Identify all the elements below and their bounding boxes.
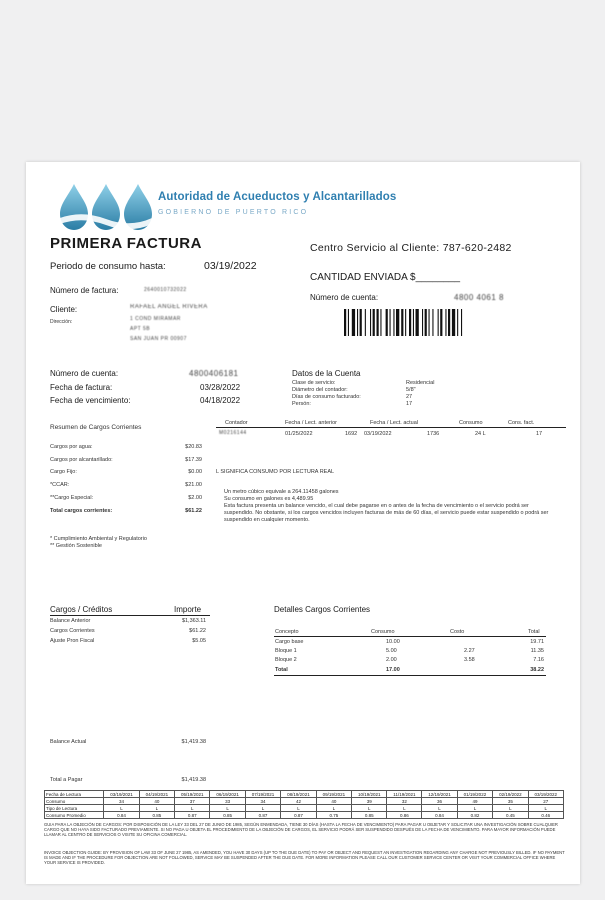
credits-title: Cargos / Créditos [50,605,113,614]
detail-row-consumption: 5.00 [386,648,397,654]
history-cell: 05/19/2021 [175,791,210,798]
detail-row-cost: 2.27 [464,648,475,654]
meter-col-billed: Cons. fact. [508,420,535,426]
detail-row-label: Bloque 2 [275,657,297,663]
history-cell: 0.82 [457,812,492,819]
detail-row-consumption: 2.00 [386,657,397,663]
address-line-2: APT 5B [130,326,151,332]
amount-sent: CANTIDAD ENVIADA $________ [310,272,461,283]
barcode-bar [344,309,346,336]
period-value: 03/19/2022 [204,260,257,272]
history-row [45,812,564,819]
history-cell: L [281,805,316,812]
detail-total-value: 38.22 [530,667,544,673]
invoice-number-value: 2640010732022 [144,287,187,293]
history-cell: 35 [493,798,528,805]
barcode-bar [409,309,411,336]
history-cell: L [104,805,139,812]
detail-col-concept: Concepto [275,629,299,635]
barcode-bar [348,309,349,336]
invoice-title: PRIMERA FACTURA [50,235,202,252]
current-balance-label: Balance Actual [50,739,87,745]
history-cell: 0.75 [316,812,351,819]
history-cell: 03/19/2021 [104,791,139,798]
history-cell: L [457,805,492,812]
history-cell: 0.86 [387,812,422,819]
summary-title: Resumen de Cargos Corrientes [50,424,142,431]
history-cell: L [422,805,457,812]
service-class-label: Clase de servicio: [292,380,336,386]
previous-balance-value: $1,363.11 [181,618,206,624]
meter-col-consumption: Consumo [459,420,483,426]
water-charge-label: Cargos por agua: [50,444,93,450]
barcode-bar [393,309,394,336]
history-cell: 12/19/2021 [422,791,457,798]
history-cell: 37 [175,798,210,805]
detail-col-consumption: Consumo [371,629,395,635]
barcode-bar [370,309,371,336]
history-row-label: Tipo de Lectura [45,805,104,812]
history-cell: L [528,805,563,812]
history-row [45,798,564,805]
barcode-bar [448,309,450,336]
meter-billed: 17 [536,431,543,437]
history-cell: 0.46 [528,812,563,819]
invoice-date-label: Fecha de factura: [50,383,113,392]
current-charges-label: Cargos Corrientes [50,628,95,634]
detail-row-label: Cargo base [275,639,304,645]
history-cell: L [175,805,210,812]
fixed-charge-value: $0.00 [188,469,202,475]
org-subtitle: GOBIERNO DE PUERTO RICO [158,209,309,216]
history-cell: L [352,805,387,812]
detail-col-cost: Costo [450,629,465,635]
history-cell: 42 [281,798,316,805]
history-cell: 11/19/2021 [387,791,422,798]
detail-total-consumption: 17.00 [386,667,400,673]
total-due-label: Total a Pagar [50,777,83,783]
billed-days-value: 27 [406,394,413,400]
history-cell: 0.85 [210,812,245,819]
fiscal-adjust-value: $5.05 [192,638,206,644]
history-cell: 01/19/2022 [457,791,492,798]
history-cell: 0.45 [493,812,528,819]
legal-text-en: INVOICE OBJECTION GUIDE: BY PROVISION OF LAW 33 OF JUNE 27 1985, AS AMENDED, YOU HAVE 30 DAYS (UP TO THE DUE DATE) TO PAY OR OBJECT AND REQUEST AN INVESTIGATION REGARDING ANY CHARGE NOT PREVIOUSLY BILLED. IF NO PAYMENT IS MADE AND IF THE PROCEDURE FOR OBJECTION ARE NOT FOLLOWED, SERVICE MAY BE SUSPENDED AFTER THE DUE DATE. FOR MORE INFORMATION PLEASE CALL OUR CUSTOMER SERVICE CENTER OR VISIT YOUR COMMERCIAL OFFICE WHERE YOUR SERVICE IS PROVIDED. [44,850,565,866]
sewer-charge-label: Cargos por alcantarillado: [50,457,113,463]
history-cell: 40 [316,798,351,805]
detail-row-total: 7.16 [533,657,544,663]
barcode-bar [360,309,362,336]
water-drops-logo-icon [58,182,154,232]
account-number-label: Número de cuenta: [50,369,119,378]
footnote-special: ** Gestión Sostenible [50,543,102,549]
barcode-bar [401,309,403,336]
footnote-ccar: * Cumplimiento Ambiental y Regulatorio [50,536,147,542]
barcode-bar [452,309,455,336]
fixed-charge-label: Cargo Fijo: [50,469,77,475]
consumption-history-table [44,790,564,819]
due-date-value: 04/18/2022 [200,396,241,405]
fiscal-adjust-label: Ajuste Pron Fiscal [50,638,95,644]
barcode-bar [357,309,358,336]
meter-col-current: Fecha / Lect. actual [370,420,418,426]
total-due-value: $1,419.38 [181,777,206,783]
period-label: Periodo de consumo hasta: [50,261,166,272]
summary-total-value: $61.22 [185,508,202,514]
history-row-label: Fecha de Lectura [45,791,104,798]
due-date-label: Fecha de vencimiento: [50,396,131,405]
barcode-bar [438,309,439,336]
history-cell: L [210,805,245,812]
meter-consumption: 24 L [475,431,486,437]
meter-diameter-label: Diámetro del contador: [292,387,348,393]
history-cell: L [316,805,351,812]
detail-title: Detalles Cargos Corrientes [274,605,371,614]
history-cell: 06/19/2021 [210,791,245,798]
history-row [45,791,564,798]
note-gallons: Su consumo en galones es 4,489.95 [224,496,314,502]
invoice-date-value: 03/28/2022 [200,383,241,392]
barcode-bar [380,309,381,336]
reading-legend: L SIGNIFICA CONSUMO POR LECTURA REAL [216,469,335,475]
history-cell: L [245,805,280,812]
barcode-bar [405,309,406,336]
barcode-bar [386,309,388,336]
history-cell: 34 [104,798,139,805]
address-label: Dirección: [50,319,73,325]
current-balance-value: $1,419.38 [181,739,206,745]
history-cell: 33 [210,798,245,805]
barcode-bar [390,309,391,336]
detail-row-total: 19.71 [530,639,544,645]
history-cell: 07/19/2021 [245,791,280,798]
ccar-value: $21.00 [185,482,202,488]
history-cell: 0.85 [352,812,387,819]
meter-cur-reading: 1736 [427,431,440,437]
history-cell: 0.84 [104,812,139,819]
history-cell: L [387,805,422,812]
service-class-value: Residencial [406,380,435,386]
barcode-bar [413,309,414,336]
barcode-bar [457,309,458,336]
detail-row-cost: 3.58 [464,657,475,663]
meter-cur-date: 03/19/2022 [364,431,392,437]
address-line-3: SAN JUAN PR 00907 [130,336,187,342]
barcode-bar [440,309,442,336]
water-charge-value: $20.83 [185,444,202,450]
barcode-bar [352,309,355,336]
billed-days-label: Días de consumo facturado: [292,394,361,400]
history-cell: 04/19/2021 [139,791,174,798]
history-cell: 02/19/2022 [493,791,528,798]
history-row-label: Consumo Promedio [45,812,104,819]
barcode-bar [396,309,399,336]
barcode-bar [373,309,375,336]
previous-balance-label: Balance Anterior [50,618,91,624]
client-label: Cliente: [50,305,78,314]
barcode-bar [422,309,423,336]
history-cell: 10/19/2021 [352,791,387,798]
barcode-bar [432,309,433,336]
barcode-bar [377,309,379,336]
history-row [45,805,564,812]
persons-value: 17 [406,401,413,407]
history-row-label: Consumo [45,798,104,805]
persons-label: Persón: [292,401,311,407]
meter-prev-date: 01/25/2022 [285,431,313,437]
current-charges-value: $61.22 [189,628,206,634]
history-cell: 03/19/2022 [528,791,563,798]
meter-col-contador: Contador [225,420,248,426]
credits-amount-header: Importe [174,605,202,614]
detail-total-label: Total [275,667,288,673]
account-number-value: 4800406181 [189,369,239,378]
invoice-page [26,162,580,884]
history-cell: 49 [457,798,492,805]
address-line-1: 1 COND MIRAMAR [130,316,181,322]
history-cell: 0.87 [175,812,210,819]
history-cell: 39 [352,798,387,805]
meter-diameter-value: 5/8" [406,387,416,393]
barcode-bar [416,309,419,336]
history-cell: 0.87 [281,812,316,819]
history-cell: 27 [528,798,563,805]
note-cubic-meter: Un metro cúbico equivale a 264.11458 galones [224,489,339,495]
history-cell: 32 [387,798,422,805]
barcode-bar [429,309,430,336]
invoice-number-label: Número de factura: [50,286,119,295]
note-overdue: Esta factura presenta un balance vencido, el cual debe pagarse en o antes de la fecha de vencimiento o el servicio podrá ser suspendido. No obstante, si los cargos vencidos incluyen facturas de más de 60 días, el servicio puede estar suspendido o podrá ser suspendido en cualquier momento. [224,503,549,524]
special-charge-label: **Cargo Especial: [50,495,94,501]
summary-total-label: Total cargos corrientes: [50,508,113,514]
sewer-charge-value: $17.39 [185,457,202,463]
header-account-value: 4800 4061 8 [454,293,504,302]
history-cell: 40 [139,798,174,805]
history-cell: 0.84 [422,812,457,819]
meter-col-previous: Fecha / Lect. anterior [285,420,337,426]
meter-prev-reading: 1692 [345,431,358,437]
detail-row-consumption: 10.00 [386,639,400,645]
history-cell: 0.85 [139,812,174,819]
detail-col-total: Total [528,629,540,635]
barcode-bar [425,309,427,336]
barcode-bar [365,309,366,336]
special-charge-value: $2.00 [188,495,202,501]
history-cell: L [139,805,174,812]
history-cell: 08/19/2021 [281,791,316,798]
detail-row-total: 11.35 [530,648,544,654]
history-cell: 36 [422,798,457,805]
header-account-label: Número de cuenta: [310,293,379,302]
history-cell: L [493,805,528,812]
barcode [344,309,502,336]
history-cell: 34 [245,798,280,805]
history-cell: 09/19/2021 [316,791,351,798]
meter-id: M0216144 [219,430,247,436]
history-cell: 0.87 [245,812,280,819]
org-name: Autoridad de Acueductos y Alcantarillados [158,191,397,203]
barcode-bar [445,309,446,336]
service-center: Centro Servicio al Cliente: 787-620-2482 [310,242,512,254]
detail-row-label: Bloque 1 [275,648,297,654]
ccar-label: *CCAR: [50,482,70,488]
legal-text-es: GUIA PARA LA OBJECIÓN DE CARGOS: POR DISPOSICIÓN DE LA LEY 33 DEL 27 DE JUNIO DE 1985, SEGÚN ENMENDADA, TIENE 30 DÍAS (HASTA LA FECHA DE VENCIMIENTO) PARA PAGAR U OBJETAR Y SOLICITAR UNA INVESTIGACIÓN SOBRE CUALQUIER CARGO QUE NO HAYA SIDO FACTURADO PREVIAMENTE. SI NO PAGA U OBJETA EL PROCEDIMIENTO DE LA OBJECIÓN DE CARGOS, EL SERVICIO PODRÁ SER SUSPENDIDO DESPUÉS DE LA FECHA DE VENCIMIENTO. PARA MAYOR INFORMACIÓN PUEDE LLAMAR AL CENTRO DE SERVICIOS O VISITE SU OFICINA COMERCIAL. [44,822,558,838]
barcode-bar [461,309,462,336]
account-data-title: Datos de la Cuenta [292,369,361,378]
client-value: RAFAEL ANGEL RIVERA [130,304,208,310]
